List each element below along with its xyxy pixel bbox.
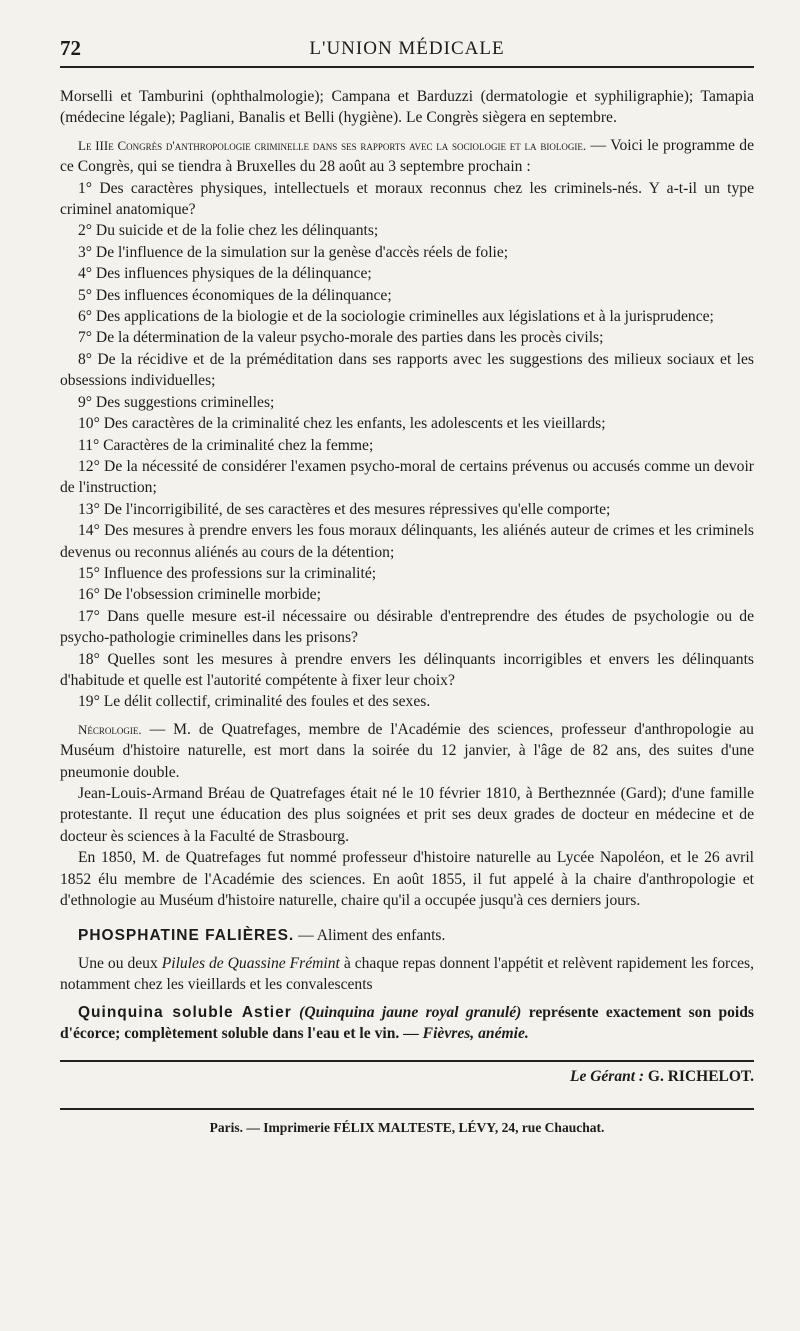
signature-label: Le Gérant : bbox=[570, 1068, 645, 1086]
article-body bbox=[60, 86, 754, 1044]
page-header bbox=[60, 36, 754, 66]
signature bbox=[60, 1068, 754, 1086]
program-item: 15° Influence des professions sur la criminalité; bbox=[78, 564, 377, 582]
program-item: 14° Des mesures à prendre envers les fous moraux délinquants, les aliénés auteur de crimes et les criminels devenus ou reconnus aliénés au cours de la détention; bbox=[60, 522, 754, 561]
program-item: 4° Des influences physiques de la délinquance; bbox=[78, 265, 372, 283]
program-item: 19° Le délit collectif, criminalité des foules et des sexes. bbox=[78, 693, 431, 711]
signature-name: G. RICHELOT. bbox=[647, 1068, 754, 1086]
program-item: 2° Du suicide et de la folie chez les délinquants; bbox=[78, 222, 379, 240]
program-item: 13° De l'incorrigibilité, de ses caractères et des mesures répressives qu'elle comporte; bbox=[78, 500, 611, 518]
congress-program-list bbox=[60, 178, 754, 713]
necrology-text-1: — M. de Quatrefages, membre de l'Académie des sciences, professeur d'anthropologie au Muséum d'histoire naturelle, est mort dans la soirée du 12 janvier, à l'âge de 82 ans, des suites d'une pneumonie double. bbox=[60, 720, 754, 781]
program-item: 6° Des applications de la biologie et de la sociologie criminelles aux législations et à la jurisprudence; bbox=[78, 308, 714, 326]
program-item: 10° Des caractères de la criminalité chez les enfants, les adolescents et les vieillards; bbox=[78, 415, 606, 433]
program-item: 8° De la récidive et de la préméditation dans ses rapports avec les suggestions des milieux sociaux et les obsessions individuelles; bbox=[60, 350, 754, 390]
program-item: 11° Caractères de la criminalité chez la femme; bbox=[78, 436, 374, 454]
program-item: 5° Des influences économiques de la délinquance; bbox=[78, 286, 392, 304]
ad-quassine-text: à chaque repas donnent l'appétit et relèvent rapidement les forces, notamment chez les vieillards et les convalescents bbox=[60, 954, 755, 994]
advertisement-quassine bbox=[60, 953, 754, 996]
footer-rule-top bbox=[60, 1060, 754, 1062]
advertisement-quinquina bbox=[60, 1002, 754, 1045]
program-item: 7° De la détermination de la valeur psycho-morale des parties dans les procès civils; bbox=[78, 329, 604, 347]
ad-phosphatine-title: PHOSPHATINE FALIÈRES. bbox=[78, 927, 295, 945]
program-item: 17° Dans quelle mesure est-il nécessaire ou désirable d'entreprendre des études de psychologie ou de psycho-pathologie criminelles dans les prisons? bbox=[60, 607, 754, 647]
program-item: 18° Quelles sont les mesures à prendre envers les délinquants incorrigibles et envers les délinquants d'habitude et quelle est l'autorité compétente à fixer leur choix? bbox=[60, 650, 754, 689]
congress-intro: — Voici le programme de ce Congrès, qui se tiendra à Bruxelles du 28 août au 3 septembre prochain : bbox=[60, 136, 755, 176]
advertisement-phosphatine bbox=[60, 925, 754, 946]
program-item: 16° De l'obsession criminelle morbide; bbox=[78, 586, 321, 604]
program-item: 12° De la nécessité de considérer l'examen psycho-moral de certains prévenus ou accusés comme un devoir de l'instruction; bbox=[60, 457, 754, 497]
necrology-paragraph-3: En 1850, M. de Quatrefages fut nommé professeur d'histoire naturelle au Lycée Napoléon, et le 26 avril 1852 élu membre de l'Académie des sciences. En août 1855, il fut appelé à la chaire d'anthropologie et d'ethnologie au Muséum d'histoire naturelle, chaire qu'il a occupée jusqu'à ces derniers jours. bbox=[60, 849, 754, 910]
program-item: 9° Des suggestions criminelles; bbox=[78, 393, 275, 411]
page bbox=[60, 36, 754, 1136]
page-number: 72 bbox=[60, 36, 81, 60]
ad-quassine-pre: Une ou deux bbox=[78, 954, 158, 972]
program-item: 3° De l'influence de la simulation sur la genèse d'accès réels de folie; bbox=[78, 243, 509, 261]
necrology-lead: Nécrologie. bbox=[78, 721, 142, 737]
running-head: L'UNION MÉDICALE bbox=[309, 38, 505, 59]
ad-quinquina-indications: Fièvres, anémie. bbox=[422, 1025, 529, 1043]
continuation-paragraph: Morselli et Tamburini (ophthalmologie); Campana et Barduzzi (dermatologie et syphiligraphie); Tamapia (médecine légale); Pagliani, Banalis et Belli (hygiène). Le Congrès siègera en septembre. bbox=[60, 88, 754, 127]
printer-imprint: Paris. — Imprimerie FÉLIX MALTESTE, LÉVY, 24, rue Chauchat. bbox=[209, 1120, 605, 1136]
ad-quinquina-title: Quinquina soluble Astier bbox=[78, 1003, 292, 1021]
ad-quassine-product: Pilules de Quassine Frémint bbox=[161, 954, 340, 972]
congress-lead: Le IIIe Congrès d'anthropologie criminelle dans ses rapports avec la sociologie et la biologie. bbox=[78, 137, 587, 153]
congress-intro-paragraph bbox=[60, 135, 754, 178]
program-item: 1° Des caractères physiques, intellectuels et moraux reconnus chez les criminels-nés. Y a-t-il un type criminel anatomique? bbox=[60, 179, 754, 219]
ad-quinquina-text: représente exactement son poids d'écorce; complètement soluble dans l'eau et le vin. — bbox=[60, 1003, 755, 1043]
footer-rule-bottom bbox=[60, 1108, 754, 1110]
necrology-paragraph bbox=[60, 719, 754, 783]
ad-quinquina-subtitle: (Quinquina jaune royal granulé) bbox=[299, 1003, 522, 1021]
necrology-paragraph-2: Jean-Louis-Armand Bréau de Quatrefages était né le 10 février 1810, à Bertheznnée (Gard); d'une famille protestante. Il reçut une éducation des plus soignées et prit ses deux grades de docteur en médecine et de docteur ès sciences à la Faculté de Strasbourg. bbox=[60, 785, 754, 845]
ad-phosphatine-text: — Aliment des enfants. bbox=[298, 927, 446, 945]
